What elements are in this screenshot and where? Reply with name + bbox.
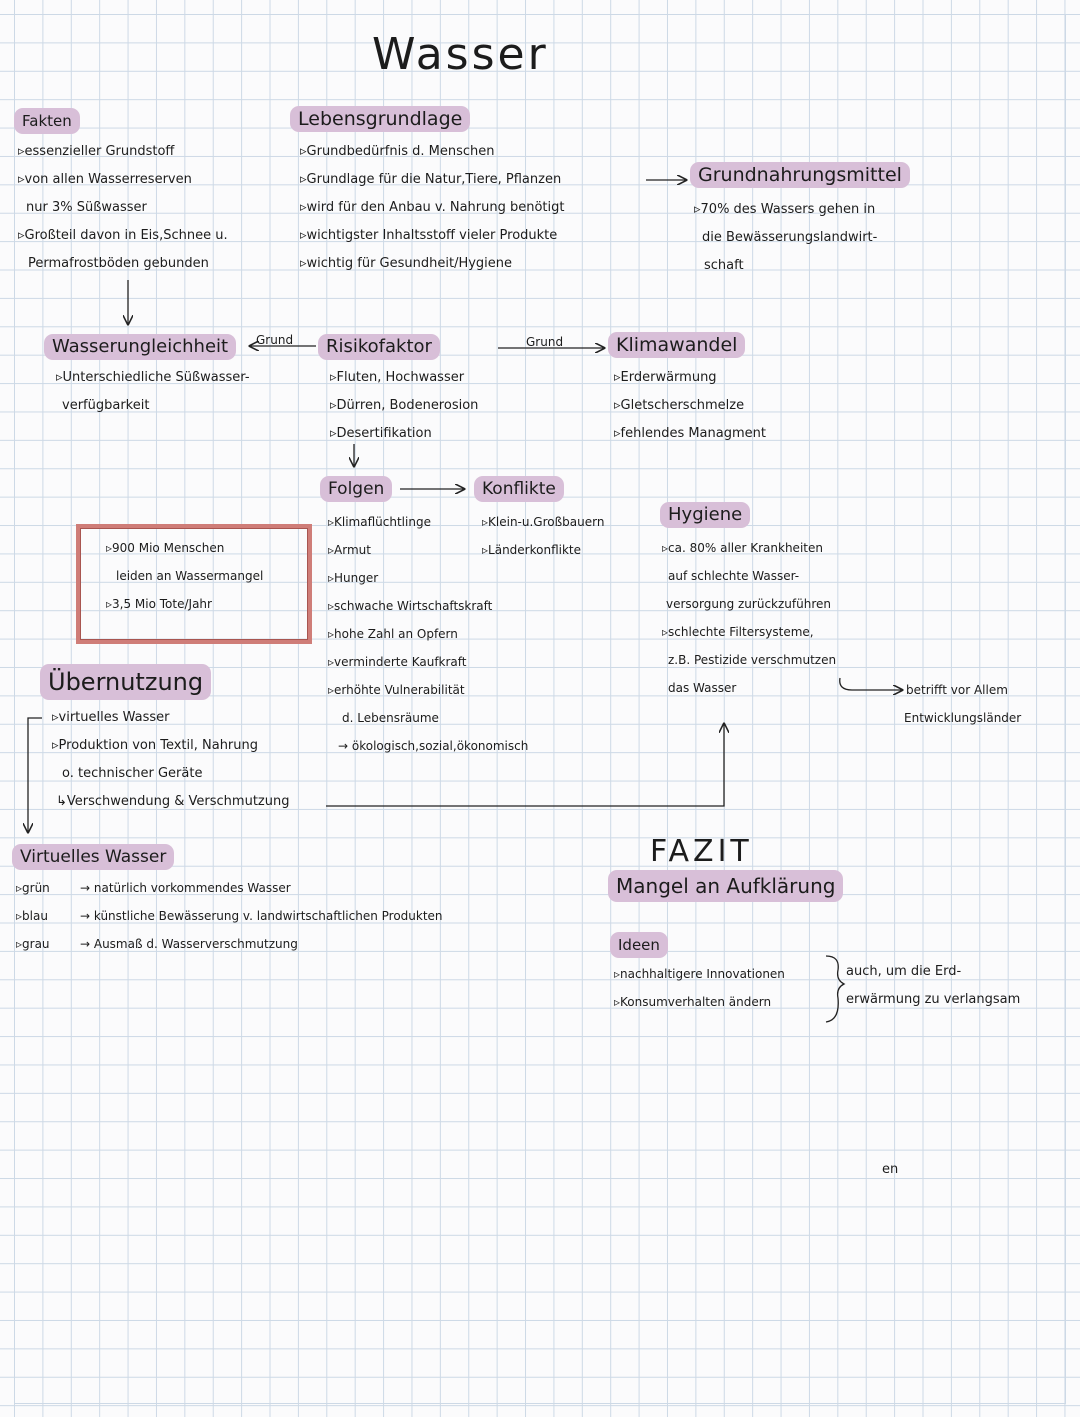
fazit-title: FAZIT <box>650 834 753 869</box>
risikofaktor-heading: Risikofaktor <box>318 334 440 360</box>
virtuell-color-grau: ▹grau <box>16 937 50 951</box>
lebensgrundlage-item: ▹Grundlage für die Natur,Tiere, Pflanzen <box>300 172 562 187</box>
folgen-item: d. Lebensräume <box>342 711 439 725</box>
hygiene-item: versorgung zurückzuführen <box>666 597 831 611</box>
hygiene-item: z.B. Pestizide verschmutzen <box>668 653 837 667</box>
folgen-heading: Folgen <box>320 476 392 502</box>
folgen-item: ▹hohe Zahl an Opfern <box>328 627 458 641</box>
hygiene-item: das Wasser <box>668 681 737 695</box>
grund-label-right: Grund <box>526 335 564 349</box>
fakten-item: ▹von allen Wasserreserven <box>18 172 192 187</box>
wasserungleichheit-heading: Wasserungleichheit <box>44 334 236 360</box>
hygiene-item: ▹schlechte Filtersysteme, <box>662 625 814 639</box>
redbox-item: ▹900 Mio Menschen <box>106 541 225 555</box>
hygiene-item: auf schlechte Wasser- <box>668 569 800 583</box>
redbox-item: leiden an Wassermangel <box>116 569 264 583</box>
footer-text: en <box>882 1162 899 1177</box>
hygiene-heading: Hygiene <box>660 502 750 528</box>
grundnahrungsmittel-heading: Grundnahrungsmittel <box>690 162 910 188</box>
klimawandel-item: ▹Erderwärmung <box>614 370 717 385</box>
fakten-item: ▹Großteil davon in Eis,Schnee u. <box>18 228 228 243</box>
klimawandel-item: ▹fehlendes Managment <box>614 426 766 441</box>
hygiene-note: betrifft vor Allem <box>906 683 1008 697</box>
ideen-item: ▹nachhaltigere Innovationen <box>614 967 785 981</box>
fakten-heading: Fakten <box>14 108 80 134</box>
virtuelles-wasser-heading: Virtuelles Wasser <box>12 844 174 870</box>
folgen-item: ▹verminderte Kaufkraft <box>328 655 467 669</box>
fakten-item: Permafrostböden gebunden <box>28 256 209 271</box>
ideen-heading: Ideen <box>610 932 668 958</box>
konflikte-item: ▹Länderkonflikte <box>482 543 581 557</box>
risikofaktor-item: ▹Desertifikation <box>330 426 432 441</box>
redbox-item: ▹3,5 Mio Tote/Jahr <box>106 597 212 611</box>
folgen-item: → ökologisch,sozial,ökonomisch <box>338 739 529 753</box>
fakten-item: nur 3% Süßwasser <box>26 200 147 215</box>
uebernutzung-heading: Übernutzung <box>40 664 211 700</box>
grundnahrungsmittel-item: schaft <box>704 258 744 273</box>
klimawandel-item: ▹Gletscherschmelze <box>614 398 745 413</box>
wasserungleichheit-item: ▹Unterschiedliche Süßwasser- <box>56 370 250 385</box>
lebensgrundlage-item: ▹Grundbedürfnis d. Menschen <box>300 144 495 159</box>
uebernutzung-item: ▹Produktion von Textil, Nahrung <box>52 738 259 753</box>
grundnahrungsmittel-item: die Bewässerungslandwirt- <box>702 230 878 245</box>
virtuell-text-grau: → Ausmaß d. Wasserverschmutzung <box>80 937 298 951</box>
folgen-item: ▹schwache Wirtschaftskraft <box>328 599 493 613</box>
ideen-note: auch, um die Erd- <box>846 964 962 979</box>
grundnahrungsmittel-item: ▹70% des Wassers gehen in <box>694 202 876 217</box>
folgen-item: ▹Hunger <box>328 571 379 585</box>
virtuell-text-gruen: → natürlich vorkommendes Wasser <box>80 881 291 895</box>
hygiene-item: ▹ca. 80% aller Krankheiten <box>662 541 823 555</box>
ideen-item: ▹Konsumverhalten ändern <box>614 995 772 1009</box>
wasserungleichheit-item: verfügbarkeit <box>62 398 150 413</box>
uebernutzung-item: ▹virtuelles Wasser <box>52 710 170 725</box>
fakten-item: ▹essenzieller Grundstoff <box>18 144 175 159</box>
konflikte-heading: Konflikte <box>474 476 564 502</box>
uebernutzung-item: ↳Verschwendung & Verschmutzung <box>56 794 290 809</box>
hygiene-note: Entwicklungsländer <box>904 711 1022 725</box>
uebernutzung-item: o. technischer Geräte <box>62 766 203 781</box>
brace-ideen <box>826 956 844 1022</box>
folgen-item: ▹Klimaflüchtlinge <box>328 515 431 529</box>
page-title: Wasser <box>372 29 549 80</box>
lebensgrundlage-item: ▹wird für den Anbau v. Nahrung benötigt <box>300 200 565 215</box>
folgen-item: ▹erhöhte Vulnerabilität <box>328 683 465 697</box>
virtuell-text-blau: → künstliche Bewässerung v. landwirtschaftlichen Produkten <box>80 909 443 923</box>
arrow-hygiene-to-note <box>840 678 902 690</box>
konflikte-item: ▹Klein-u.Großbauern <box>482 515 605 529</box>
fazit-subtitle: Mangel an Aufklärung <box>608 870 843 902</box>
folgen-item: ▹Armut <box>328 543 371 557</box>
lebensgrundlage-item: ▹wichtig für Gesundheit/Hygiene <box>300 256 513 271</box>
lebensgrundlage-heading: Lebensgrundlage <box>290 106 470 132</box>
grund-label-left: Grund <box>256 333 294 347</box>
ideen-note: erwärmung zu verlangsam <box>846 992 1021 1007</box>
risikofaktor-item: ▹Fluten, Hochwasser <box>330 370 465 385</box>
virtuell-color-blau: ▹blau <box>16 909 48 923</box>
lebensgrundlage-item: ▹wichtigster Inhaltsstoff vieler Produkte <box>300 228 558 243</box>
risikofaktor-item: ▹Dürren, Bodenerosion <box>330 398 479 413</box>
virtuell-color-gruen: ▹grün <box>16 881 50 895</box>
klimawandel-heading: Klimawandel <box>608 332 745 358</box>
arrow-uebernutzung-to-virtuell <box>28 718 42 832</box>
